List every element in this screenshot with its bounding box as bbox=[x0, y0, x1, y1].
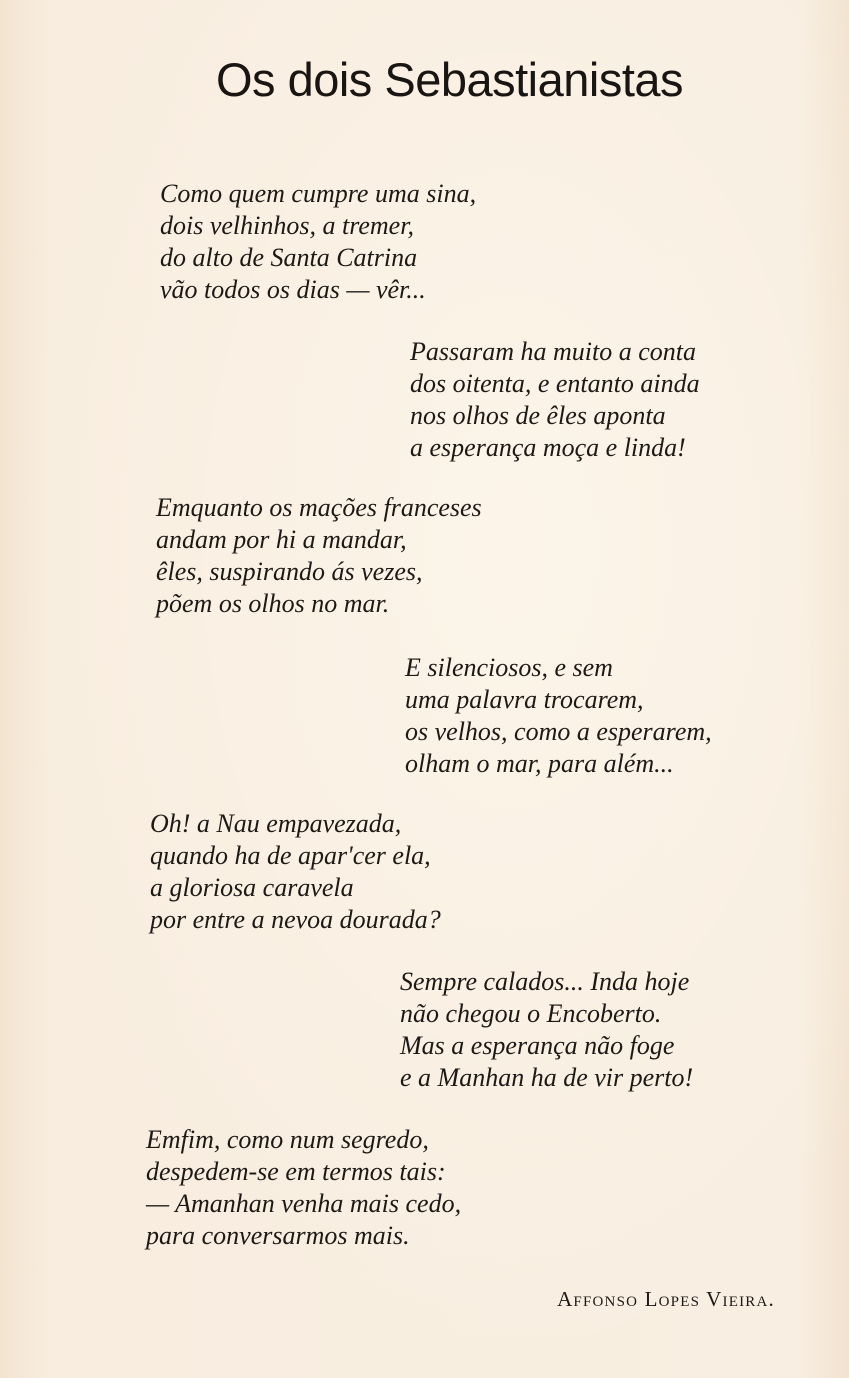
verse-line: quando ha de apar'cer ela, bbox=[150, 841, 431, 870]
verse-line: do alto de Santa Catrina bbox=[160, 243, 418, 272]
verse-line: nos olhos de êles aponta bbox=[410, 401, 666, 430]
verse-line: Emquanto os mações franceses bbox=[156, 493, 482, 522]
verse-line: — Amanhan venha mais cedo, bbox=[146, 1189, 462, 1218]
verse-line: põem os olhos no mar. bbox=[156, 589, 390, 618]
stanza-4 bbox=[405, 652, 712, 780]
verse-line: vão todos os dias — vêr... bbox=[160, 275, 426, 304]
verse-line: despedem-se em termos tais: bbox=[146, 1157, 446, 1186]
verse-line: dois velhinhos, a tremer, bbox=[160, 211, 414, 240]
stanza-1 bbox=[160, 178, 476, 306]
verse-line: Emfim, como num segredo, bbox=[146, 1125, 429, 1154]
stanza-3 bbox=[156, 492, 482, 620]
verse-line: e a Manhan ha de vir perto! bbox=[400, 1063, 694, 1092]
verse-line: dos oitenta, e entanto ainda bbox=[410, 369, 700, 398]
verse-line: Passaram ha muito a conta bbox=[410, 337, 696, 366]
verse-line: para conversarmos mais. bbox=[146, 1221, 410, 1250]
verse-line: por entre a nevoa dourada? bbox=[150, 905, 441, 934]
stanza-5 bbox=[150, 808, 441, 936]
stanza-2 bbox=[410, 336, 700, 464]
poem-title: Os dois Sebastianistas bbox=[215, 53, 684, 106]
verse-line: Como quem cumpre uma sina, bbox=[160, 179, 477, 208]
verse-line: andam por hi a mandar, bbox=[156, 525, 407, 554]
verse-line: Sempre calados... Inda hoje bbox=[400, 967, 690, 996]
author-signature: Affonso Lopes Vieira. bbox=[557, 1287, 775, 1311]
verse-line: a gloriosa caravela bbox=[150, 873, 354, 902]
verse-line: E silenciosos, e sem bbox=[405, 653, 613, 682]
verse-line: uma palavra trocarem, bbox=[405, 685, 644, 714]
verse-line: os velhos, como a esperarem, bbox=[405, 717, 712, 746]
verse-line: Mas a esperança não foge bbox=[400, 1031, 675, 1060]
stanza-6 bbox=[400, 966, 693, 1094]
verse-line: não chegou o Encoberto. bbox=[400, 999, 662, 1028]
verse-line: a esperança moça e linda! bbox=[410, 433, 686, 462]
stanza-7 bbox=[146, 1124, 461, 1252]
verse-line: olham o mar, para além... bbox=[405, 749, 674, 778]
verse-line: êles, suspirando ás vezes, bbox=[156, 557, 423, 586]
verse-line: Oh! a Nau empavezada, bbox=[150, 809, 402, 838]
